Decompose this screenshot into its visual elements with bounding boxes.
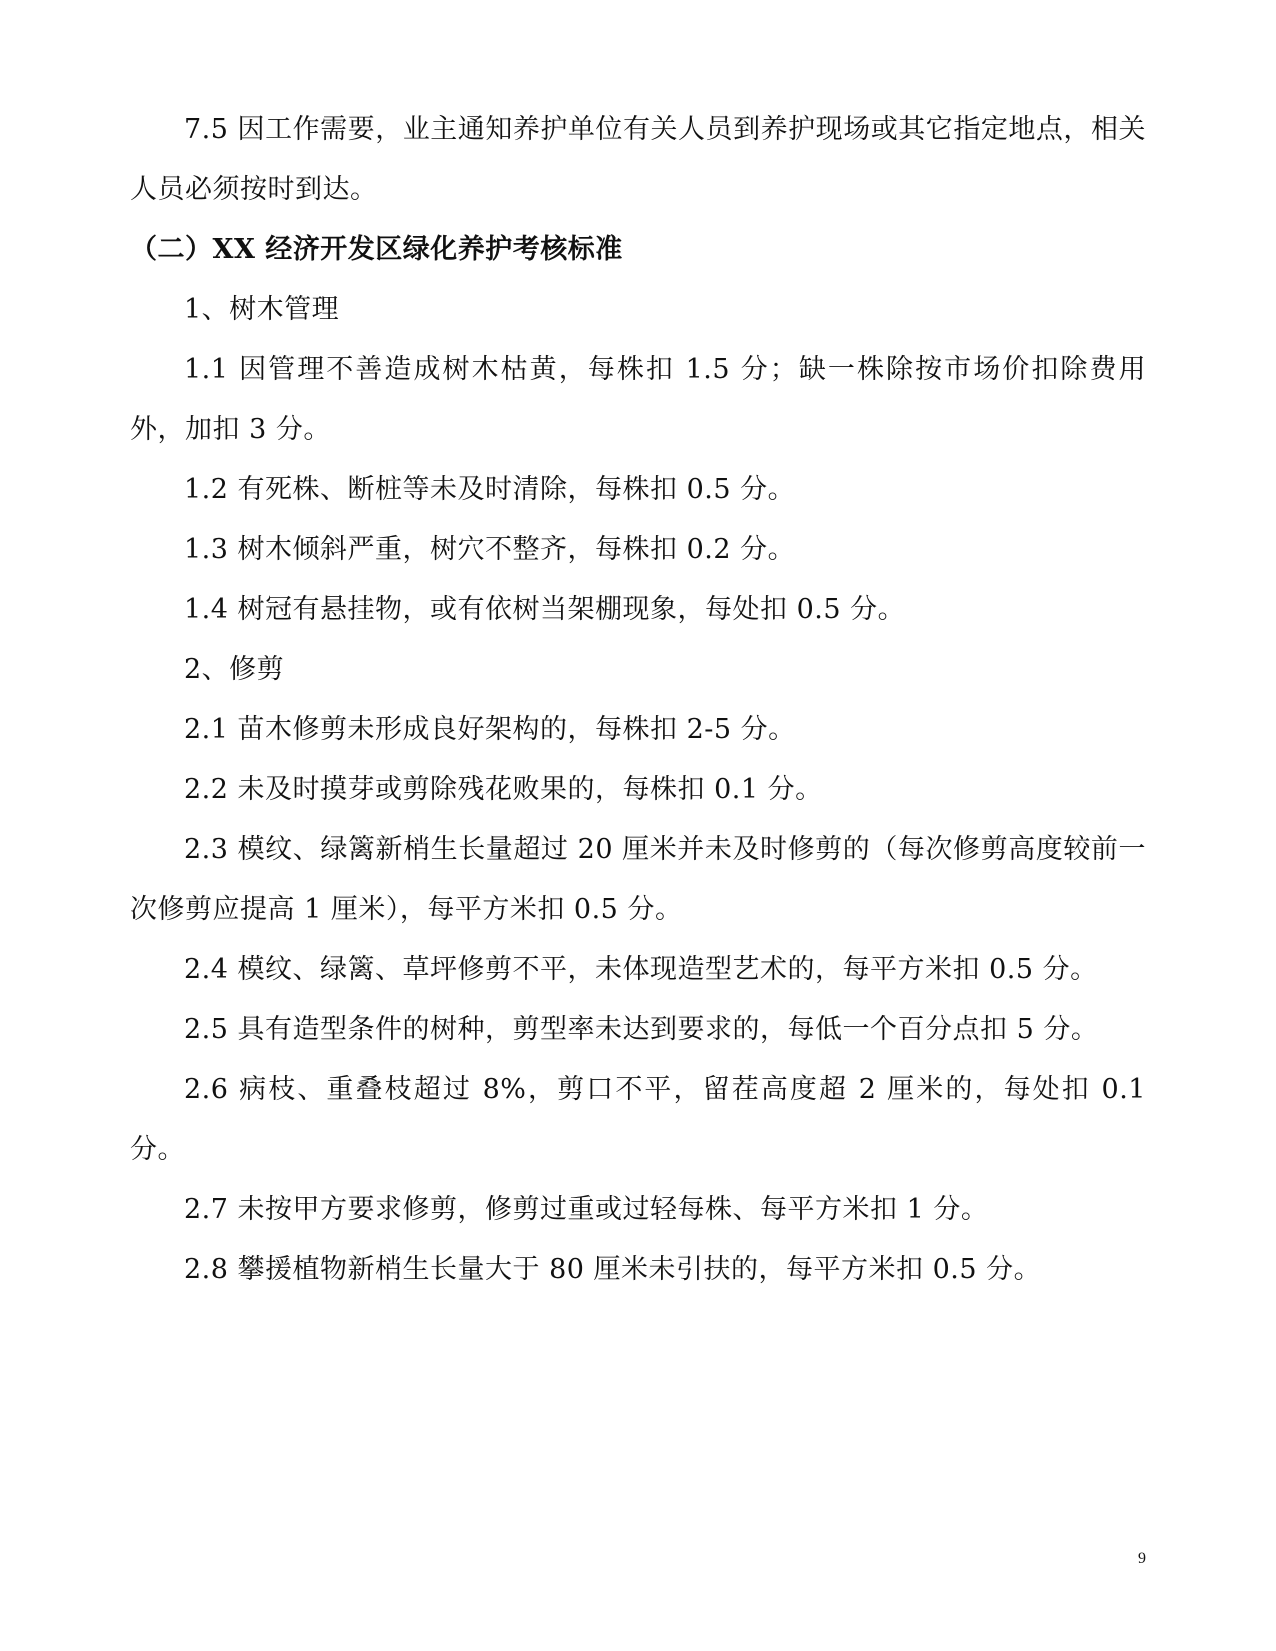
paragraph-2-5: 2.5 具有造型条件的树种，剪型率未达到要求的，每低一个百分点扣 5 分。 [184,1014,1099,1045]
paragraph-7-5: 7.5 因工作需要，业主通知养护单位有关人员到养护现场或其它指定地点，相关人员必须按时到达。 [130,114,1146,205]
paragraph-2-8: 2.8 攀援植物新梢生长量大于 80 厘米未引扶的，每平方米扣 0.5 分。 [184,1254,1042,1285]
document-body [130,100,1146,1300]
paragraph-2-3: 2.3 模纹、绿篱新梢生长量超过 20 厘米并未及时修剪的（每次修剪高度较前一次修剪应提高 1 厘米），每平方米扣 0.5 分。 [130,834,1146,925]
paragraph-1-4: 1.4 树冠有悬挂物，或有依树当架棚现象，每处扣 0.5 分。 [184,594,906,625]
paragraph-2-4: 2.4 模纹、绿篱、草坪修剪不平，未体现造型艺术的，每平方米扣 0.5 分。 [184,954,1098,985]
paragraph-2-7: 2.7 未按甲方要求修剪，修剪过重或过轻每株、每平方米扣 1 分。 [184,1194,989,1225]
paragraph-2-6: 2.6 病枝、重叠枝超过 8%，剪口不平，留茬高度超 2 厘米的，每处扣 0.1 分。 [130,1074,1146,1165]
paragraph-1-3: 1.3 树木倾斜严重，树穴不整齐，每株扣 0.2 分。 [184,534,796,565]
subsection-title-pruning: 2、修剪 [184,654,285,685]
paragraph-1-1: 1.1 因管理不善造成树木枯黄，每株扣 1.5 分；缺一株除按市场价扣除费用外，加扣 3 分。 [130,354,1146,445]
paragraph-2-2: 2.2 未及时摸芽或剪除残花败果的，每株扣 0.1 分。 [184,774,823,805]
section-heading: （二）XX 经济开发区绿化养护考核标准 [130,234,623,265]
page-number: 9 [1138,1550,1146,1567]
subsection-title-tree-management: 1、树木管理 [184,294,340,325]
paragraph-1-2: 1.2 有死株、断桩等未及时清除，每株扣 0.5 分。 [184,474,796,505]
paragraph-2-1: 2.1 苗木修剪未形成良好架构的，每株扣 2-5 分。 [184,714,796,745]
